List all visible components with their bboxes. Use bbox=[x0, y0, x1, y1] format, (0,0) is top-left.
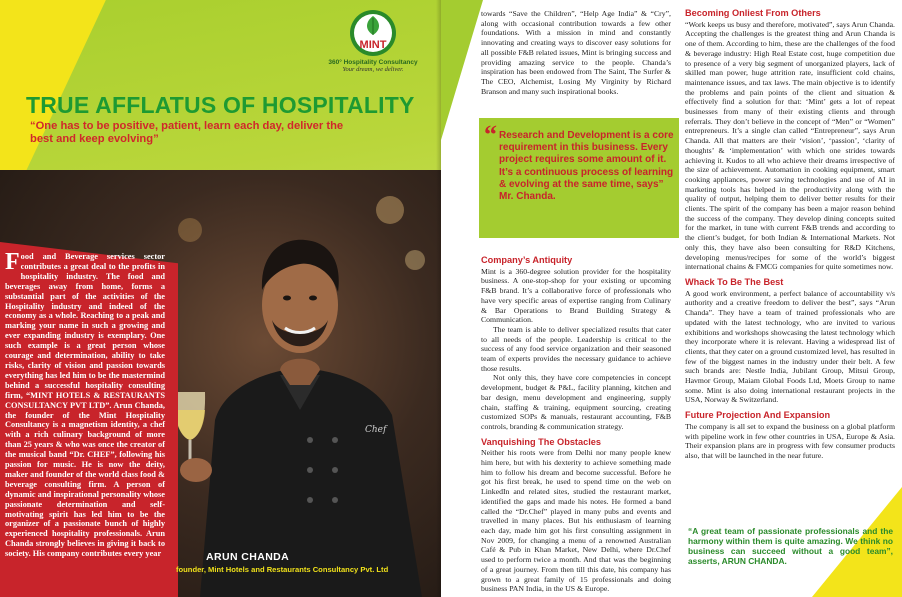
heading-obstacles: Vanquishing The Obstacles bbox=[481, 436, 601, 447]
obstacles-text: Neither his roots were from Delhi nor many people knew him here, but with his dexterity to achieve something made him to follow his dream and become successful. Before he got his first break, he used to spend time on the web on LinkedIn and related sites, studied the restaurant market, identified the gaps and made his notes. He formed a band called the “Dr.Chef” played in many pubs and events and travelled in many places. But his enthusiasm of learning each day, made him got his first consulting assignment in Nov 2009, for changing a menu of a renowned Australian Café & Pub in Khan Market, New Delhi, where Dr.Chef used to perform twice a month. And that was the beginning of a great journey. From then till this date, his company has grown to a great family of 15 professionals and doing business PAN India, in the US & Europe. bbox=[481, 448, 671, 594]
column-b bbox=[685, 9, 895, 461]
best-text: A good work environment, a perfect balance of accountability v/s authority and a creative freedom to deliver the best”, says “Arun Chanda”. They have a team of trained professionals who are updated with the latest technology, who are invited to various exhibitions and workshops showcasing the latest technology which they incorporate where it is relevant. Having a widespread list of clients, that they cater on a ground customized level, has resulted in few of the biggest names in the industry under their belt. A few such brands are: Nestle India, Jubilant Group, Mitsui Group, Havmor Group, Maiam Global Foods Ltd, Moets Group to name some. Mint is also doing international restaurant projects in the USA, Norway & Switzerland. bbox=[685, 288, 895, 405]
heading-future: Future Projection And Expansion bbox=[685, 410, 831, 421]
intro-dropcap: F bbox=[5, 249, 20, 275]
antiquity-p3: Not only this, they have core competencies in concept development, budget & P&L, facility planning, kitchen and bar design, menu development and engineering, supply chain, staffing & training, equipment sourcing, creating customized SOPs & manuals, restaurant accounting, F&B controls, branding & communication strategy. bbox=[481, 373, 671, 431]
column-a-bottom bbox=[481, 250, 671, 594]
antiquity-p2: The team is able to deliver specialized results that cater to all needs of the people. Leadership is critical to the success of any food service organization and their seasoned team of experts provides the necessary guidance to achieve those results. bbox=[481, 324, 671, 373]
article-title: TRUE AFFLATUS OF HOSPITALITY bbox=[26, 92, 415, 118]
chef-photo bbox=[160, 170, 441, 597]
future-text: The company is all set to expand the business on a global platform with pipeline work in few other countries in USA, Europe & Asia. Their expansion plans are in progress with few consumer products also, that will be launched in the near future. bbox=[685, 421, 895, 460]
photo-caption-name: ARUN CHANDA bbox=[206, 551, 290, 563]
green-corner-shape bbox=[441, 0, 483, 140]
closing-quote: “A great team of passionate professionals and the harmony within them is quite amazing. We think no business can succeed without a good team”, asserts, ARUN CHANDA. bbox=[688, 526, 893, 566]
right-page bbox=[441, 0, 902, 597]
svg-text:Chef: Chef bbox=[365, 425, 387, 435]
quote-mark-icon: “ bbox=[484, 120, 497, 149]
pull-quote-text: Research and Development is a core requirement in this business. Every project requires some amount of it. It’s a continuous process of learning & evolving at the same time, says” Mr. Chanda. bbox=[499, 130, 674, 203]
pull-quote-box bbox=[479, 118, 679, 238]
article-subtitle-quote: “One has to be positive, patient, learn each day, deliver the best and keep evolving” bbox=[30, 120, 344, 145]
column-a-top bbox=[481, 9, 671, 96]
heading-onliest: Becoming Onliest From Others bbox=[685, 8, 821, 18]
continuation-paragraph: towards “Save the Children”, “Help Age India” & “Cry”, along with occasional contribution towards a few other foundations. With a mission in mind and constantly innovating and creating ways to discover easy solutions for all possible F&B related issues, Mint is bringing success and providing amazing service to the people. Chanda’s inspiration has been endowed from The Saint, The Surfer & The CEO, Alchemist, Losing My Virginity by Richard Branson and many such inspirational books. bbox=[481, 9, 671, 96]
left-page bbox=[0, 0, 441, 597]
mint-logo bbox=[328, 8, 418, 73]
logo-tagline: 360° Hospitality Consultancy bbox=[328, 59, 418, 66]
intro-text bbox=[5, 249, 165, 559]
logo-brand: MINT bbox=[359, 39, 387, 51]
heading-best: Whack To Be The Best bbox=[685, 276, 784, 287]
mint-leaf-icon bbox=[347, 8, 399, 58]
onliest-text: “Work keeps us busy and therefore, motivated”, says Arun Chanda. Accepting the challenges is the greatest thing and Arun Chanda is one of them. According to him, these are the challenges of the food & beverage industry: High Real Estate cost, huge competition due to presence of a very big segment of unorganized players, lack of skilled man power, huge attrition rate, insufficient cold chains, maintenance issues, and tax laws. The main objective is to identify the problems and pain points of the client and situation & effectively find a solution for that: ‘Mint’ gets a lot of repeat businesses from many of their existing clients and through referrals. They don’t believe in the concept of “Men” or “Women” entrepreneurs. It’s a single clan called “Entrepreneur”, says Arun Chanda. All that matters are their ‘vision’, ‘passion’, ‘clarity of thoughts’ & ‘implementation’ with which one strides towards achieving it. Kudos to all who achieve their dreams irrespective of the size of achievement. Automation in cooking equipment, smart cooking appliances, power saving technologies and use of AI in marketing tools has helped in the productivity along with the quality of output, helping them to deliver better results for their clients. The spirit of the company has been a major reason behind the success of the company. They develop dining concepts suited for the market, in tune with current F&B trends and according to the client’s budget, for both Indian & International Markets. Not only this, they have also been consulting for R&D Kitchens, developing menus/recipes for some of the world’s biggest international chains & FMCG companies for quite sometimes now. bbox=[685, 19, 895, 272]
antiquity-p1: Mint is a 360-degree solution provider for the hospitality business. A one-stop-shop for your existing or upcoming F&B brand. It’s a collaborative force of professionals who have very specific areas of expertise ranging from Culinary & Bar Operations to Brand Building Strategy & Communication. bbox=[481, 266, 671, 325]
logo-subtag: Your dream, we deliver. bbox=[342, 66, 404, 73]
intro-body: ood and Beverage services sector contributes a great deal to the profits in hospitality industry. The food and beverages away from home, forms a substantial part of the activities of the Hospitality industry and indeed of the economy as a whole. Reaching to a peak and marking your name in such a growing and ever expanding industry is exemplary. One such example is a great person whose courage and determination, ability to take risks, clarity of vision and passion towards everything has led him to be the mastermind behind a successful hospitality consulting firm, “MINT HOTELS & RESTAURANTS CONSULTANCY PVT LTD”. Arun Chanda, the founder of the Mint Hospitality Consultancy is a magnetism identity, a chef with a rich culinary background of more than 25 years & who was once the creator of the musical band “Dr. CHEF”, following his passion for music. He is now the deity, maker and founder of the world class food & beverage consulting firm. A person of dynamic and inspirational personality whose passionate determination and self-motivating spirit has led him to be the organizer of a passionate bunch of highly experienced hospitality professionals. Arun Chanda strongly believes in giving it back to society. His company contributes every year bbox=[5, 252, 165, 559]
heading-antiquity: Company’s Antiquity bbox=[481, 255, 573, 265]
photo-caption-role: founder, Mint Hotels and Restaurants Consultancy Pvt. Ltd bbox=[176, 565, 389, 574]
